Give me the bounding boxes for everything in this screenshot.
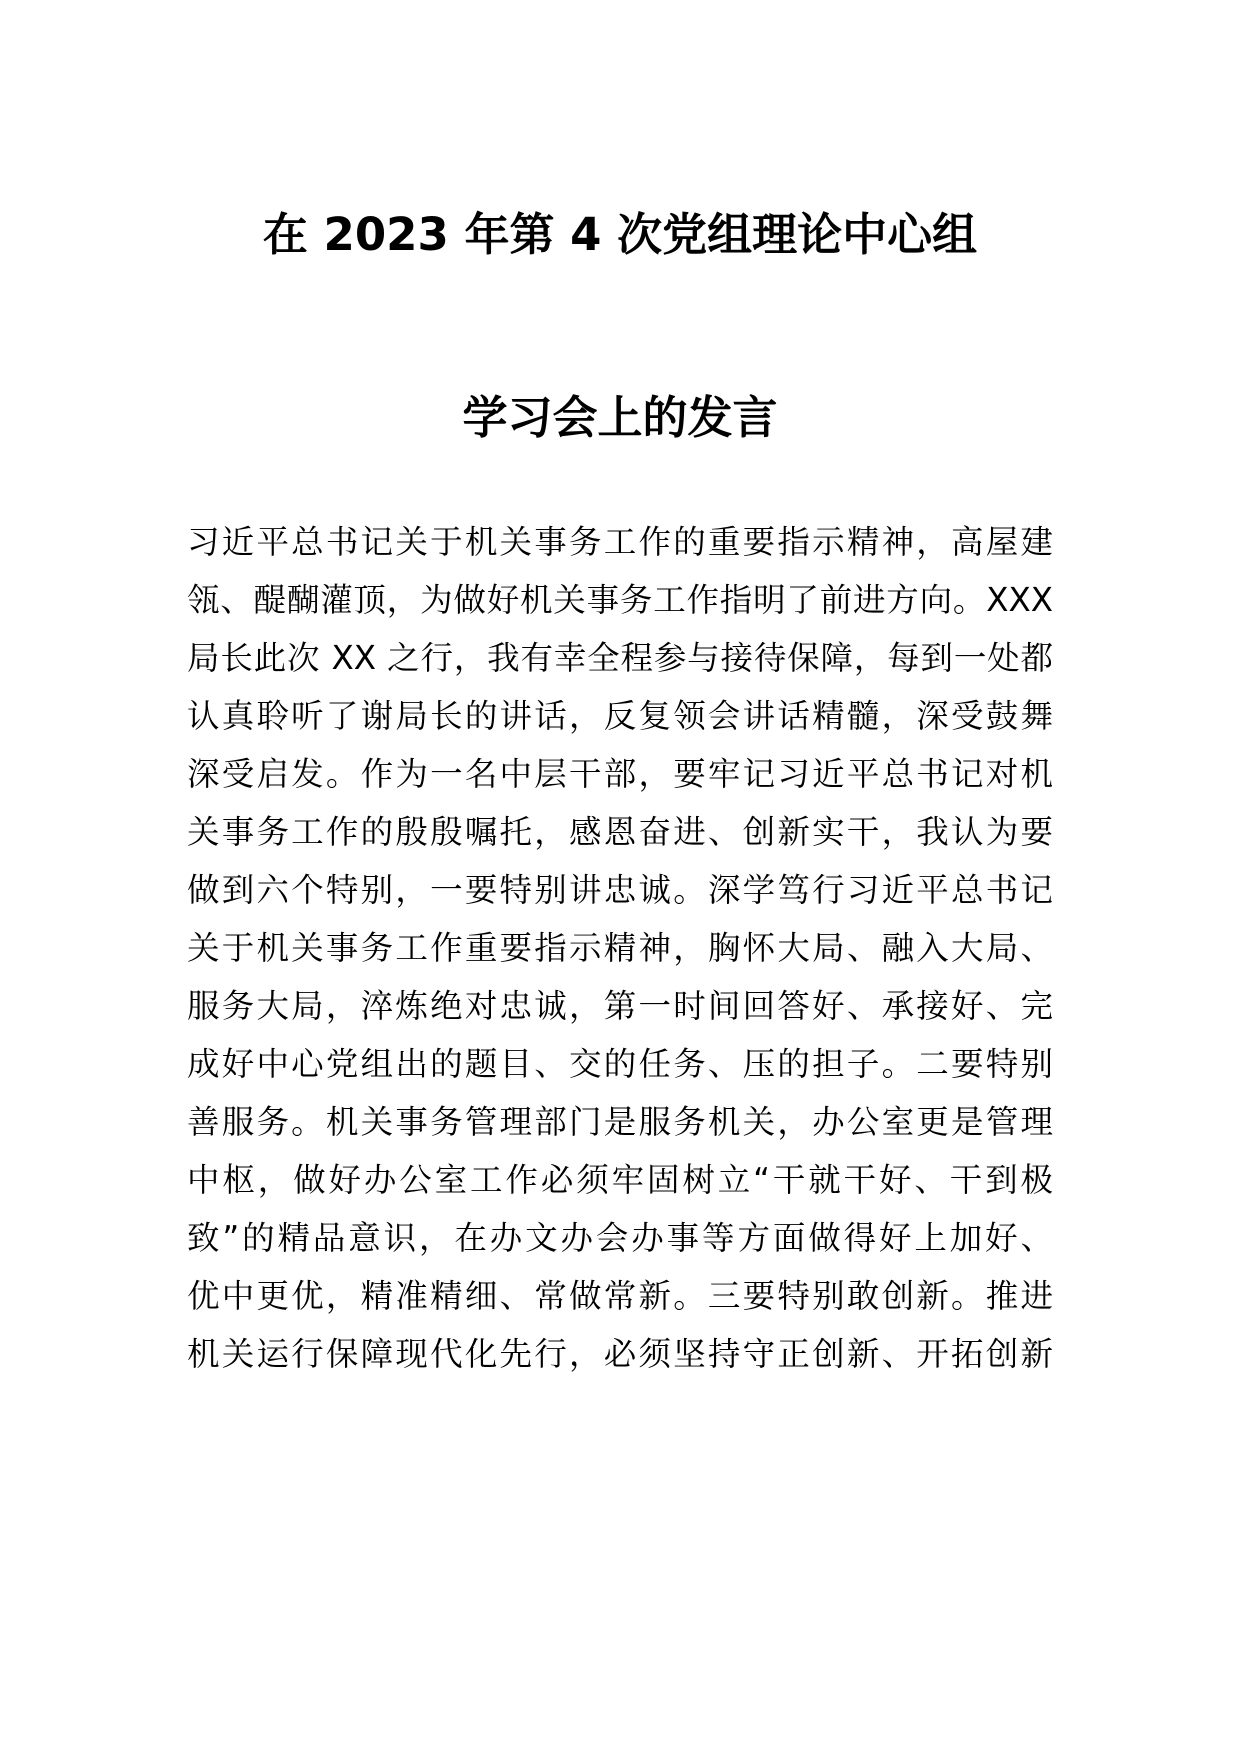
body-text-line: 服务大局，淬炼绝对忠诚，第一时间回答好、承接好、完	[187, 987, 1053, 1025]
body-text-line: 优中更优，精准精细、常做常新。三要特别敢创新。推进	[187, 1277, 1053, 1315]
body-text-line: 认真聆听了谢局长的讲话，反复领会讲话精髓，深受鼓舞	[187, 697, 1053, 735]
body-text-line: 习近平总书记关于机关事务工作的重要指示精神，高屋建	[187, 523, 1053, 561]
document-title-line-1: 在 2023 年第 4 次党组理论中心组	[262, 208, 978, 261]
body-text-line: 中枢，做好办公室工作必须牢固树立“干就干好、干到极	[187, 1161, 1053, 1199]
body-text-line: 关于机关事务工作重要指示精神，胸怀大局、融入大局、	[187, 929, 1053, 967]
body-text-line: 成好中心党组出的题目、交的任务、压的担子。二要特别	[187, 1045, 1053, 1083]
body-text-line: 机关运行保障现代化先行，必须坚持守正创新、开拓创新	[187, 1335, 1053, 1373]
body-text-line: 深受启发。作为一名中层干部，要牢记习近平总书记对机	[187, 755, 1053, 793]
body-text-line: 做到六个特别，一要特别讲忠诚。深学笃行习近平总书记	[187, 871, 1053, 909]
body-text-line: 瓴、醍醐灌顶，为做好机关事务工作指明了前进方向。XXX	[187, 581, 1053, 619]
body-text-line: 关事务工作的殷殷嘱托，感恩奋进、创新实干，我认为要	[187, 813, 1053, 851]
body-text-line: 局长此次 XX 之行，我有幸全程参与接待保障，每到一处都	[187, 639, 1053, 677]
document-title-line-2: 学习会上的发言	[462, 391, 778, 444]
body-text-line: 致”的精品意识，在办文办会办事等方面做得好上加好、	[187, 1219, 1053, 1257]
body-text-line: 善服务。机关事务管理部门是服务机关，办公室更是管理	[187, 1103, 1053, 1141]
